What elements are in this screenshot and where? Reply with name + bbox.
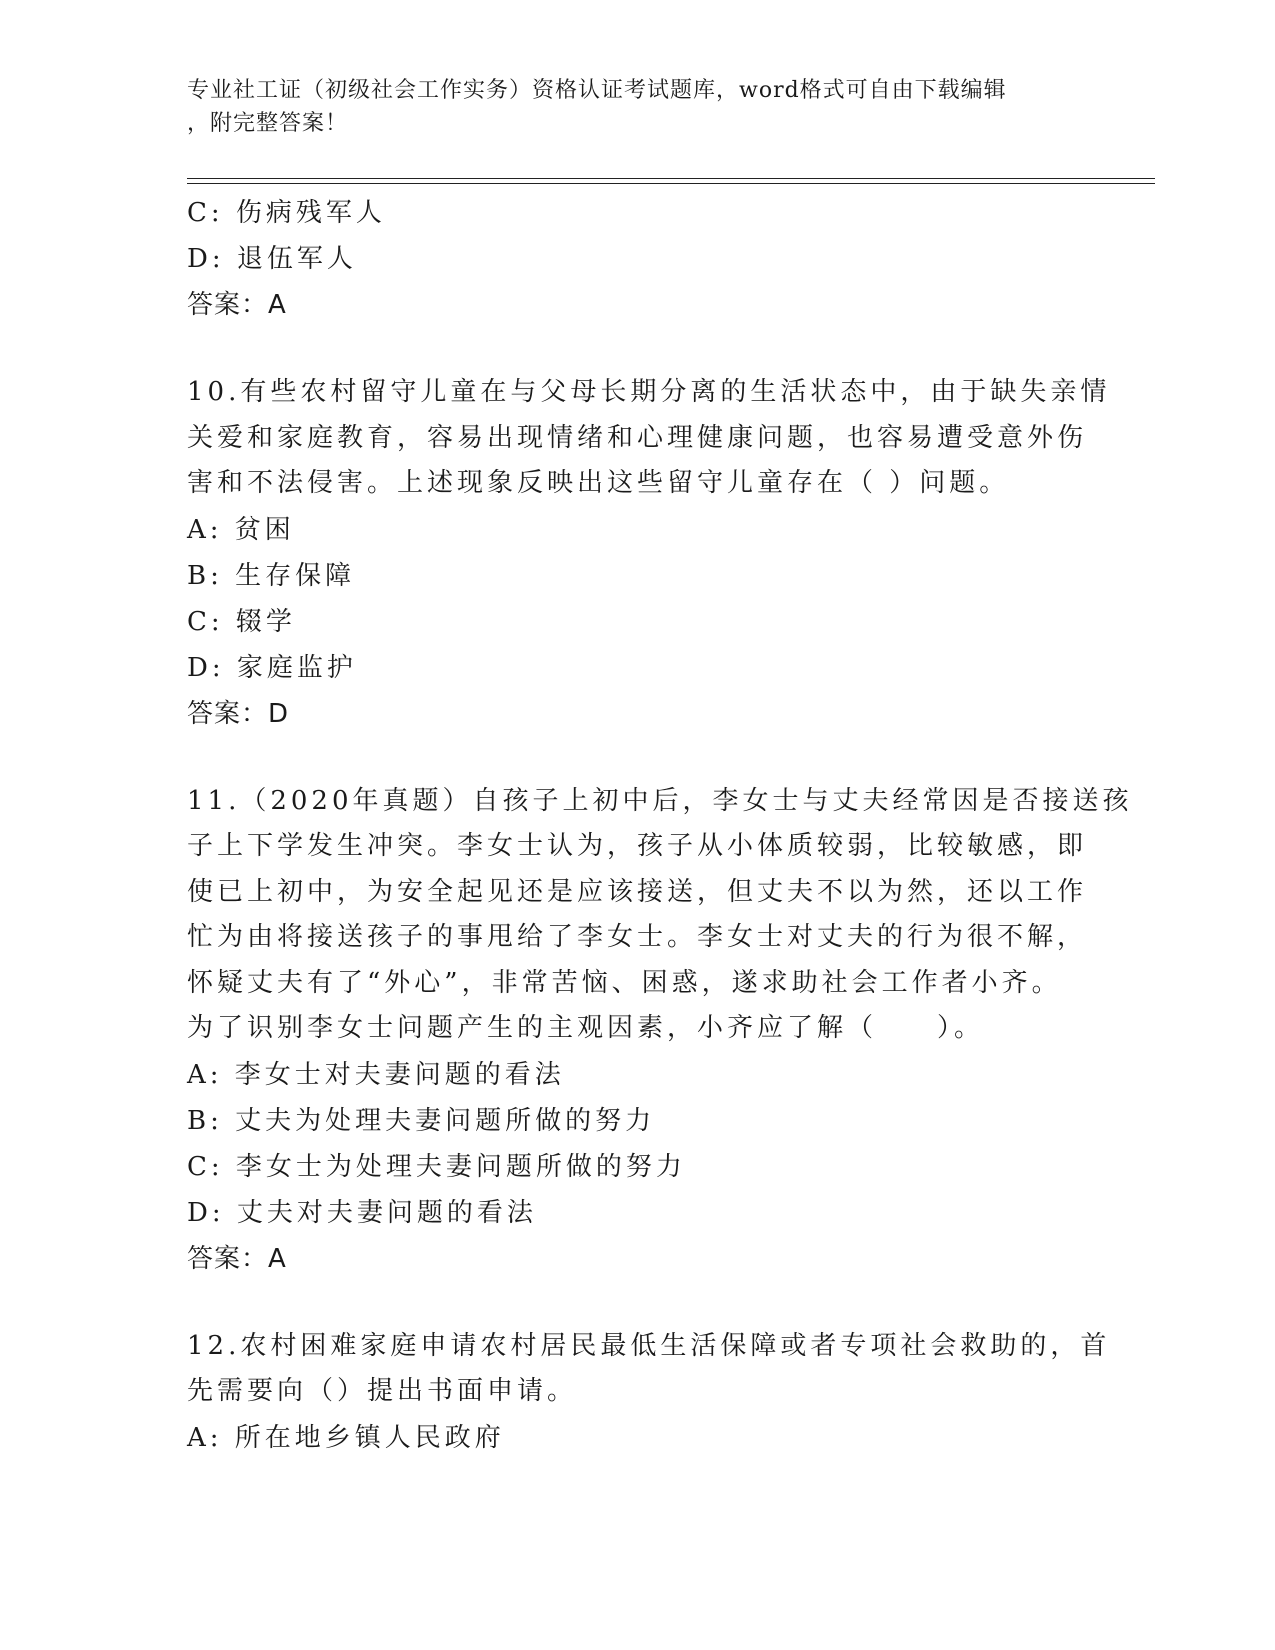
option-b: B: 生存保障 <box>187 560 356 591</box>
option-c: C: 李女士为处理夫妻问题所做的努力 <box>187 1151 686 1182</box>
question-stem-line: 害和不法侵害。上述现象反映出这些留守儿童存在（ ）问题。 <box>187 468 1010 498</box>
question-stem-line: 使已上初中，为安全起见还是应该接送，但丈夫不以为然，还以工作 <box>187 876 1088 907</box>
option-a: A: 李女士对夫妻问题的看法 <box>187 1059 565 1090</box>
question-stem-line: 忙为由将接送孩子的事甩给了李女士。李女士对丈夫的行为很不解， <box>187 922 1088 952</box>
answer-line: 答案：D <box>187 698 290 729</box>
header-rule-bottom <box>187 183 1155 184</box>
header-rule-top <box>187 178 1155 179</box>
option-a: A: 所在地乡镇人民政府 <box>187 1422 505 1453</box>
question-10 <box>187 370 1111 737</box>
option-d: D: 家庭监护 <box>187 652 357 683</box>
answer-line: 答案：A <box>187 1243 287 1274</box>
option-d: D: 丈夫对夫妻问题的看法 <box>187 1197 537 1228</box>
question-stem <box>187 779 1133 1052</box>
question-stem-line: 11.（2020年真题）自孩子上初中后，李女士与丈夫经常因是否接送孩 <box>187 785 1133 816</box>
question-stem-line: 关爱和家庭教育，容易出现情绪和心理健康问题，也容易遭受意外伤 <box>187 422 1088 453</box>
document-header <box>187 74 1067 140</box>
question-stem <box>187 1324 1111 1415</box>
answer-line: 答案：A <box>187 290 287 320</box>
question-9-tail <box>187 190 1087 328</box>
header-line-1: 专业社工证（初级社会工作实务）资格认证考试题库，word格式可自由下载编辑 <box>187 78 1007 103</box>
question-stem-line: 子上下学发生冲突。李女士认为，孩子从小体质较弱，比较敏感，即 <box>187 831 1088 861</box>
header-line-2: ，附完整答案！ <box>187 111 349 136</box>
question-11 <box>187 779 1133 1282</box>
option-d: D: 退伍军人 <box>187 244 357 274</box>
question-stem <box>187 370 1111 507</box>
question-stem-line: 为了识别李女士问题产生的主观因素，小齐应了解（ ）。 <box>187 1013 985 1043</box>
question-stem-line: 12.农村困难家庭申请农村居民最低生活保障或者专项社会救助的，首 <box>187 1330 1111 1361</box>
question-12 <box>187 1324 1111 1461</box>
question-list <box>187 190 1133 1461</box>
option-b: B: 丈夫为处理夫妻问题所做的努力 <box>187 1105 656 1136</box>
question-stem-line: 怀疑丈夫有了“外心”，非常苦恼、困惑，遂求助社会工作者小齐。 <box>187 967 1062 998</box>
question-stem-line: 先需要向（）提出书面申请。 <box>187 1376 578 1406</box>
option-c: C: 辍学 <box>187 606 296 637</box>
option-a: A: 贫困 <box>187 514 295 545</box>
option-c: C: 伤病残军人 <box>187 198 386 228</box>
question-stem-line: 10.有些农村留守儿童在与父母长期分离的生活状态中，由于缺失亲情 <box>187 377 1111 407</box>
